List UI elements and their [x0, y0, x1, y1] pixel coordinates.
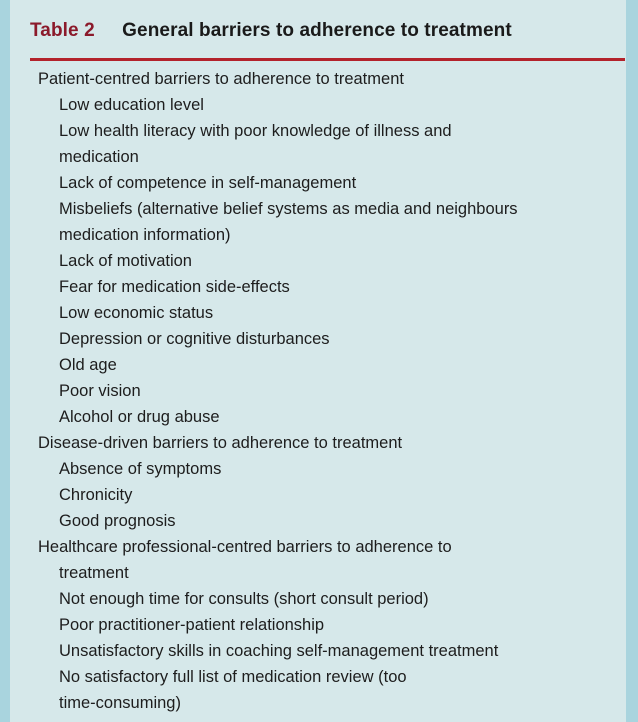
table-caption — [30, 20, 512, 50]
barrier-item: Not enough time for consults (short consult period) — [59, 590, 429, 608]
barrier-item: treatment — [59, 564, 129, 582]
barrier-item: Good prognosis — [59, 512, 176, 530]
barrier-item: Low education level — [59, 96, 204, 114]
barrier-item: Absence of symptoms — [59, 460, 222, 478]
caption-divider — [30, 58, 625, 61]
barrier-item: Old age — [59, 356, 117, 374]
barrier-item: medication — [59, 148, 139, 166]
barrier-item: No satisfactory full list of medication review (too — [59, 668, 407, 686]
barrier-item: Misbeliefs (alternative belief systems as media and neighbours — [59, 200, 518, 218]
barrier-item: Depression or cognitive disturbances — [59, 330, 330, 348]
table-panel — [10, 0, 626, 722]
barrier-item: time-consuming) — [59, 694, 181, 712]
barrier-item: medication information) — [59, 226, 231, 244]
category-heading: Patient-centred barriers to adherence to treatment — [38, 70, 404, 88]
category-heading: Disease-driven barriers to adherence to treatment — [38, 434, 403, 452]
barrier-item: Chronicity — [59, 486, 133, 504]
barrier-item: Alcohol or drug abuse — [59, 408, 220, 426]
table-body — [38, 66, 618, 716]
table-title: General barriers to adherence to treatment — [122, 20, 512, 41]
barrier-item: Fear for medication side-effects — [59, 278, 290, 296]
barrier-item: Poor practitioner-patient relationship — [59, 616, 325, 634]
barrier-item: Low economic status — [59, 304, 214, 322]
category-heading: Healthcare professional-centred barriers to adherence to — [38, 538, 452, 556]
table-number: Table 2 — [30, 20, 95, 41]
barrier-item: Lack of competence in self-management — [59, 174, 357, 192]
barrier-item: Low health literacy with poor knowledge of illness and — [59, 122, 452, 140]
barrier-item: Poor vision — [59, 382, 141, 400]
barrier-item: Lack of motivation — [59, 252, 192, 270]
barrier-item: Unsatisfactory skills in coaching self-management treatment — [59, 642, 499, 660]
